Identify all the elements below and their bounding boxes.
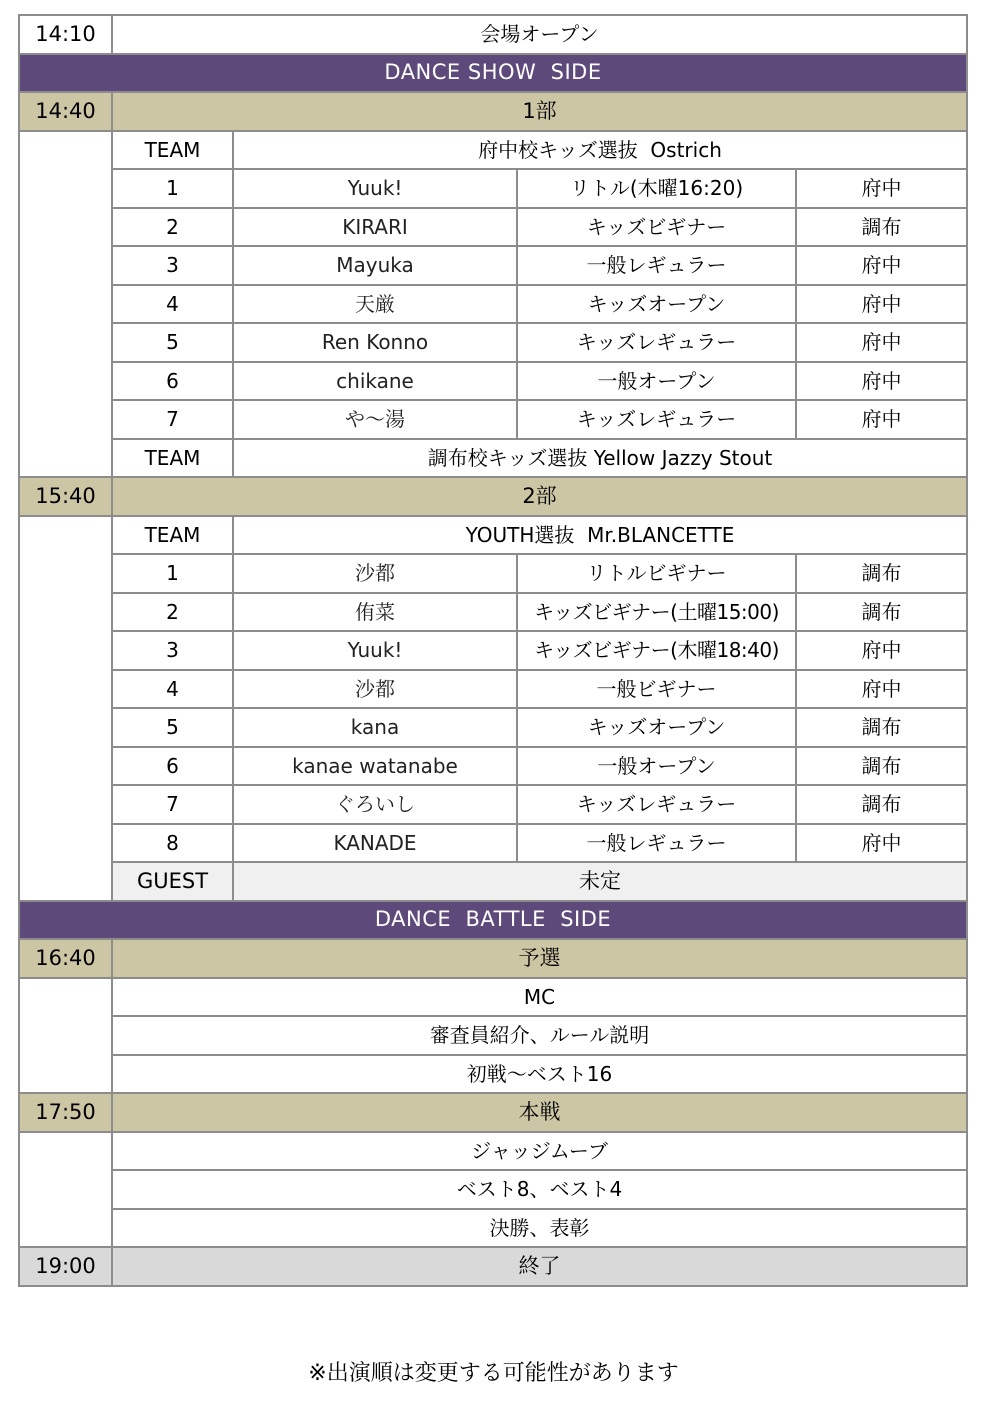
performer-row <box>19 824 967 863</box>
performer-row <box>19 362 967 401</box>
performer-class: キッズレギュラー <box>517 400 796 439</box>
performer-number: 1 <box>112 169 233 208</box>
performer-number: 2 <box>112 593 233 632</box>
performer-row <box>19 785 967 824</box>
performer-school: 府中 <box>796 670 967 709</box>
prelim-item-row <box>19 1016 967 1055</box>
performer-school: 調布 <box>796 747 967 786</box>
performer-school: 府中 <box>796 246 967 285</box>
performer-name: Yuuk! <box>233 631 517 670</box>
main-item-row <box>19 1209 967 1248</box>
open-row <box>19 15 967 54</box>
performer-name: KANADE <box>233 824 517 863</box>
prelim-item: 初戦～ベスト16 <box>112 1055 967 1094</box>
performer-number: 6 <box>112 362 233 401</box>
main-item-row <box>19 1132 967 1171</box>
performer-name: や～湯 <box>233 400 517 439</box>
part2-team-name: YOUTH選抜 Mr.BLANCETTE <box>233 516 967 555</box>
dance-battle-title: DANCE BATTLE SIDE <box>19 901 967 940</box>
part1-row <box>19 92 967 131</box>
performer-row <box>19 593 967 632</box>
performer-name: 沙都 <box>233 554 517 593</box>
end-label: 終了 <box>112 1247 967 1286</box>
part1-team2-name: 調布校キッズ選抜 Yellow Jazzy Stout <box>233 439 967 478</box>
performer-row <box>19 169 967 208</box>
performer-number: 6 <box>112 747 233 786</box>
performer-name: Mayuka <box>233 246 517 285</box>
performer-school: 調布 <box>796 785 967 824</box>
dance-show-band <box>19 54 967 93</box>
performer-class: キッズビギナー(土曜15:00) <box>517 593 796 632</box>
performer-school: 調布 <box>796 593 967 632</box>
performer-class: キッズレギュラー <box>517 785 796 824</box>
prelim-time: 16:40 <box>19 939 112 978</box>
part2-team-header: TEAM <box>112 516 233 555</box>
performer-class: 一般レギュラー <box>517 824 796 863</box>
guest-value: 未定 <box>233 862 967 901</box>
performer-class: キッズオープン <box>517 708 796 747</box>
performer-class: 一般オープン <box>517 362 796 401</box>
performer-name: 沙都 <box>233 670 517 709</box>
dance-battle-band <box>19 901 967 940</box>
performer-name: 天厳 <box>233 285 517 324</box>
prelim-label: 予選 <box>112 939 967 978</box>
performer-number: 4 <box>112 670 233 709</box>
performer-name: Ren Konno <box>233 323 517 362</box>
performer-row <box>19 708 967 747</box>
performer-class: キッズビギナー <box>517 208 796 247</box>
performer-number: 2 <box>112 208 233 247</box>
dance-show-title: DANCE SHOW SIDE <box>19 54 967 93</box>
performer-row <box>19 323 967 362</box>
performer-name: KIRARI <box>233 208 517 247</box>
prelim-row <box>19 939 967 978</box>
performer-row <box>19 285 967 324</box>
part1-time-spacer <box>19 131 112 478</box>
performer-school: 府中 <box>796 169 967 208</box>
main-item: ジャッジムーブ <box>112 1132 967 1171</box>
performer-number: 5 <box>112 708 233 747</box>
performer-class: 一般ビギナー <box>517 670 796 709</box>
performer-number: 8 <box>112 824 233 863</box>
performer-class: キッズビギナー(木曜18:40) <box>517 631 796 670</box>
main-battle-time: 17:50 <box>19 1093 112 1132</box>
performer-class: 一般オープン <box>517 747 796 786</box>
main-item: ベスト8、ベスト4 <box>112 1170 967 1209</box>
performer-name: 侑菜 <box>233 593 517 632</box>
part2-label: 2部 <box>112 477 967 516</box>
performer-school: 府中 <box>796 285 967 324</box>
end-row <box>19 1247 967 1286</box>
performer-row <box>19 246 967 285</box>
performer-name: kana <box>233 708 517 747</box>
performer-school: 府中 <box>796 400 967 439</box>
part1-label: 1部 <box>112 92 967 131</box>
part1-team2-row <box>19 439 967 478</box>
prelim-item: MC <box>112 978 967 1017</box>
performer-class: キッズレギュラー <box>517 323 796 362</box>
performer-school: 調布 <box>796 708 967 747</box>
part1-team2-header: TEAM <box>112 439 233 478</box>
performer-number: 7 <box>112 400 233 439</box>
performer-school: 調布 <box>796 208 967 247</box>
performer-school: 調布 <box>796 554 967 593</box>
part1-time: 14:40 <box>19 92 112 131</box>
performer-number: 4 <box>112 285 233 324</box>
performer-class: キッズオープン <box>517 285 796 324</box>
performer-row <box>19 747 967 786</box>
performer-name: chikane <box>233 362 517 401</box>
performer-number: 5 <box>112 323 233 362</box>
main-battle-label: 本戦 <box>112 1093 967 1132</box>
part1-team-row <box>19 131 967 170</box>
prelim-time-spacer <box>19 978 112 1094</box>
performer-row <box>19 670 967 709</box>
performer-school: 府中 <box>796 631 967 670</box>
performer-school: 府中 <box>796 323 967 362</box>
performer-row <box>19 631 967 670</box>
performer-class: リトル(木曜16:20) <box>517 169 796 208</box>
performer-name: ぐろいし <box>233 785 517 824</box>
performer-number: 7 <box>112 785 233 824</box>
performer-school: 府中 <box>796 824 967 863</box>
prelim-item-row <box>19 978 967 1017</box>
performer-row <box>19 208 967 247</box>
performer-row <box>19 554 967 593</box>
performer-number: 1 <box>112 554 233 593</box>
main-time-spacer <box>19 1132 112 1248</box>
guest-row <box>19 862 967 901</box>
part2-time: 15:40 <box>19 477 112 516</box>
performer-row <box>19 400 967 439</box>
performer-class: リトルビギナー <box>517 554 796 593</box>
guest-header: GUEST <box>112 862 233 901</box>
main-item: 決勝、表彰 <box>112 1209 967 1248</box>
part2-team-row <box>19 516 967 555</box>
prelim-item-row <box>19 1055 967 1094</box>
prelim-item: 審査員紹介、ルール説明 <box>112 1016 967 1055</box>
end-time: 19:00 <box>19 1247 112 1286</box>
performer-name: kanae watanabe <box>233 747 517 786</box>
main-item-row <box>19 1170 967 1209</box>
part1-team-name: 府中校キッズ選抜 Ostrich <box>233 131 967 170</box>
performer-number: 3 <box>112 631 233 670</box>
schedule-table <box>18 14 968 1287</box>
part2-time-spacer <box>19 516 112 901</box>
part2-row <box>19 477 967 516</box>
performer-number: 3 <box>112 246 233 285</box>
open-label: 会場オープン <box>112 15 967 54</box>
performer-school: 府中 <box>796 362 967 401</box>
main-battle-row <box>19 1093 967 1132</box>
performer-class: 一般レギュラー <box>517 246 796 285</box>
part1-team-header: TEAM <box>112 131 233 170</box>
order-change-note: ※出演順は変更する可能性があります <box>308 1361 679 1386</box>
performer-name: Yuuk! <box>233 169 517 208</box>
open-time: 14:10 <box>19 15 112 54</box>
